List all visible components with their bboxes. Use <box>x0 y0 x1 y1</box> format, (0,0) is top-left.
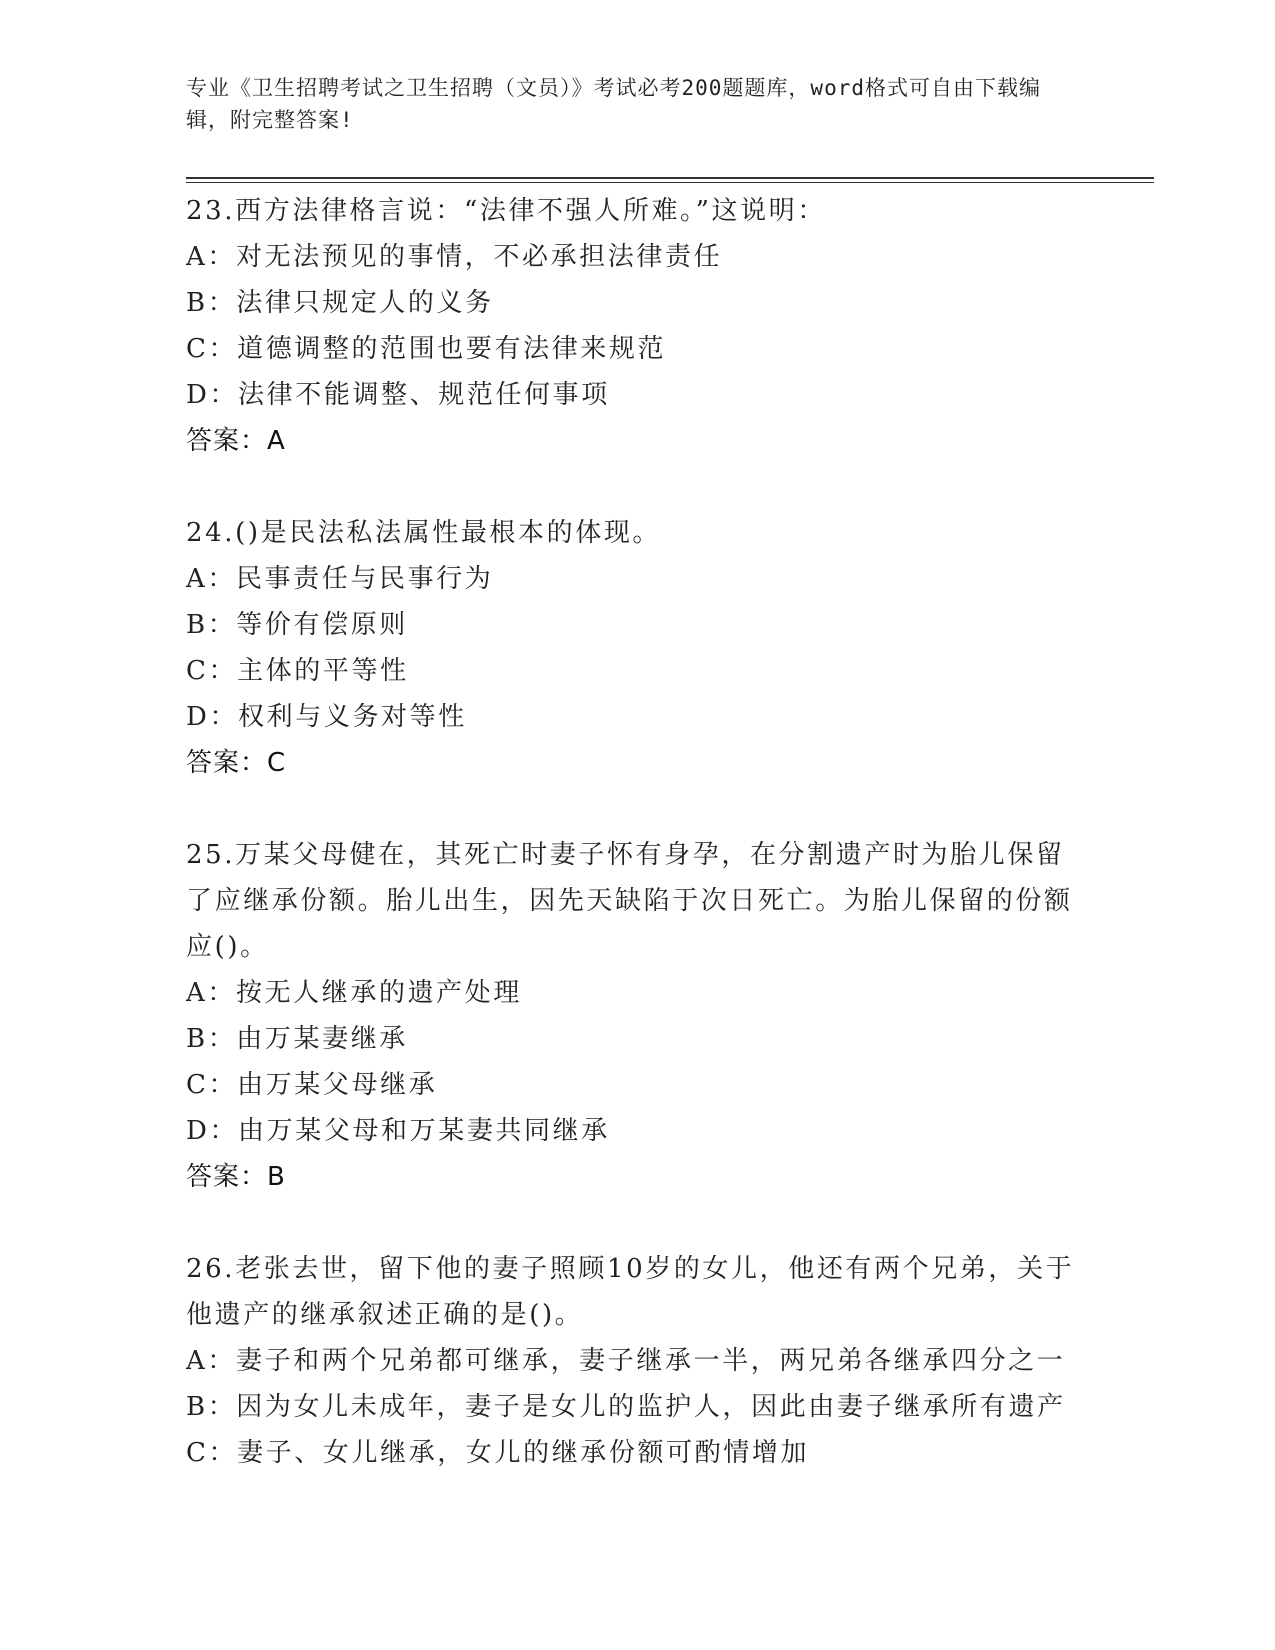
option-b: B：等价有偿原则 <box>186 610 408 640</box>
option-d: D：法律不能调整、规范任何事项 <box>186 380 610 410</box>
option-c: C：主体的平等性 <box>186 656 409 686</box>
question-stem: 26.老张去世，留下他的妻子照顾10岁的女儿，他还有两个兄弟，关于他遗产的继承叙述正确的是()。 <box>186 1254 1075 1330</box>
question-24 <box>186 510 1086 786</box>
option-b: B：由万某妻继承 <box>186 1024 408 1054</box>
question-stem: 25.万某父母健在，其死亡时妻子怀有身孕，在分割遗产时为胎儿保留了应继承份额。胎儿出生，因先天缺陷于次日死亡。为胎儿保留的份额应()。 <box>186 840 1073 962</box>
option-d: D：由万某父母和万某妻共同继承 <box>186 1116 610 1146</box>
question-stem: 23.西方法律格言说：“法律不强人所难。”这说明： <box>186 196 826 226</box>
option-a: A：民事责任与民事行为 <box>186 564 494 594</box>
option-c: C：由万某父母继承 <box>186 1070 438 1100</box>
question-stem: 24.()是民法私法属性最根本的体现。 <box>186 518 662 548</box>
question-25 <box>186 832 1086 1200</box>
option-a: A：按无人继承的遗产处理 <box>186 978 522 1008</box>
option-d: D：权利与义务对等性 <box>186 702 467 732</box>
document-header: 专业《卫生招聘考试之卫生招聘（文员）》考试必考200题题库，word格式可自由下载编辑，附完整答案! <box>186 76 1041 132</box>
option-b: B：法律只规定人的义务 <box>186 288 494 318</box>
option-a: A：对无法预见的事情，不必承担法律责任 <box>186 242 723 272</box>
question-list <box>186 188 1086 1522</box>
answer: 答案：C <box>186 748 287 778</box>
question-26 <box>186 1246 1086 1476</box>
option-a: A：妻子和两个兄弟都可继承，妻子继承一半，两兄弟各继承四分之一 <box>186 1346 1066 1376</box>
answer: 答案：A <box>186 426 286 456</box>
option-c: C：妻子、女儿继承，女儿的继承份额可酌情增加 <box>186 1438 810 1468</box>
header-divider <box>186 177 1154 179</box>
header-divider-thin <box>186 182 1154 183</box>
answer: 答案：B <box>186 1162 286 1192</box>
option-b: B：因为女儿未成年，妻子是女儿的监护人，因此由妻子继承所有遗产 <box>186 1392 1066 1422</box>
question-23 <box>186 188 1086 464</box>
option-c: C：道德调整的范围也要有法律来规范 <box>186 334 667 364</box>
